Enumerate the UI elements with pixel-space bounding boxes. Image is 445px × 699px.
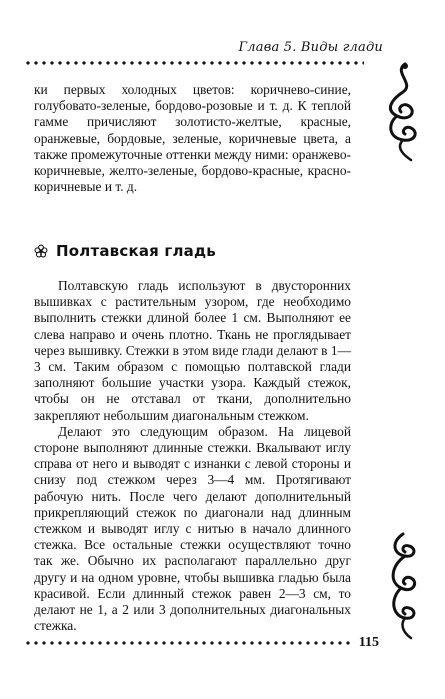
- body-paragraph-2: Делают это следующим образом. На лицевой стороне выполняют длинные стежки. Вкалывают иглу справа от него и выводят с изнанки с левой стороны и снизу под стежком через 3—4 мм. Протягивают рабочую нить. После чего делают дополнительный прикрепляющий стежок по диагонали над длинным стежком и выводят иглу с нитью в начало длинного стежка. Все остальные стежки осуществляют точно так же. Обычно их располагают параллельно друг другу и на одном уровне, чтобы вышивка гладью была красивой. Если длинный стежок равен 2—3 см, то делают не 1, а 2 или 3 дополнительных диагональных стежка.: [34, 423, 351, 634]
- section-title: Полтавская гладь: [56, 242, 216, 260]
- intro-paragraph: [34, 82, 351, 195]
- flourish-ornament-top: [375, 62, 425, 162]
- page-number: 115: [358, 635, 379, 650]
- running-head: Глава 5. Виды глади: [238, 40, 383, 55]
- intro-paragraph-text: ки первых холодных цветов: коричнево-синие, голубовато-зеленые, бордово-розовые и т. д. К теплой гамме причисляют золотисто-желтые, красные, оранжевые, бордовые, зеленые, коричневые цвета, а также промежуточные оттенки между ними: оранжево-коричневые, желто-зеленые, бордово-красные, красно-коричневые и т. д.: [34, 82, 351, 195]
- header-dot-rule: [24, 60, 364, 66]
- flourish-ornament-bottom: [375, 530, 425, 640]
- body-paragraph-1: Полтавскую гладь используют в двусторонних вышивках с растительным узором, где необходимо выполнить стежки длиной более 1 см. Выполняют ее слева направо и очень плотно. Ткань не проглядывает через вышивку. Стежки в этом виде глади делают в 1—3 см. Таким образом с помощью полтавской глади заполняют большие участки узора. Каждый стежок, чтобы он не отставал от ткани, дополнительно закрепляют небольшим диагональным стежком.: [34, 278, 351, 423]
- flower-bullet-icon: [34, 244, 48, 258]
- section-heading: [34, 242, 216, 260]
- section-body: [34, 278, 351, 634]
- footer-dot-rule: [24, 640, 352, 646]
